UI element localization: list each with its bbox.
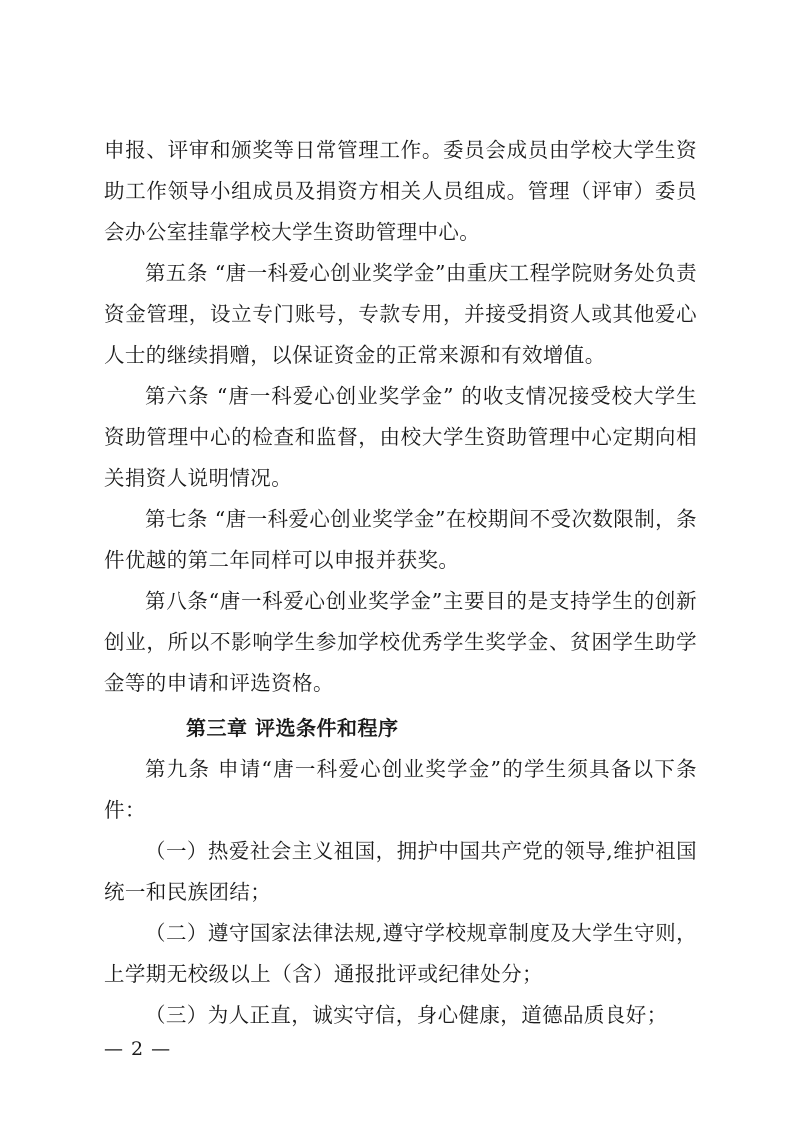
paragraph-article-seven: 第七条 “唐一科爱心创业奖学金”在校期间不受次数限制，条件优越的第二年同样可以申报并获奖。 (104, 507, 697, 572)
paragraph-article-five: 第五条 “唐一科爱心创业奖学金”由重庆工程学院财务处负责资金管理，设立专门账号，专款专用，并接受捐资人或其他爱心人士的继续捐赠，以保证资金的正常来源和有效增值。 (104, 261, 697, 367)
paragraph-condition-three: （三）为人正直，诚实守信，身心健康，道德品质良好； (145, 1003, 668, 1027)
paragraph-article-nine: 第九条 申请“唐一科爱心创业奖学金”的学生须具备以下条件： (104, 757, 697, 822)
paragraph-article-six: 第六条 “唐一科爱心创业奖学金” 的收支情况接受校大学生资助管理中心的检查和监督，由校大学生资助管理中心定期向相关捐资人说明情况。 (104, 384, 697, 490)
paragraph-condition-two: （二）遵守国家法律法规,遵守学校规章制度及大学生守则，上学期无校级以上（含）通报批评或纪律处分； (104, 921, 697, 986)
page-number: — 2 — (104, 1038, 172, 1060)
paragraph-continued-article-four: 申报、评审和颁奖等日常管理工作。委员会成员由学校大学生资助工作领导小组成员及捐资方相关人员组成。管理（评审）委员会办公室挂靠学校大学生资助管理中心。 (104, 138, 697, 244)
document-body (104, 130, 697, 1036)
paragraph-article-eight: 第八条“唐一科爱心创业奖学金”主要目的是支持学生的创新创业，所以不影响学生参加学校优秀学生奖学金、贫困学生助学金等的申请和评选资格。 (104, 589, 697, 695)
page-footer (104, 1038, 689, 1060)
chapter-heading: 第三章 评选条件和程序 (186, 716, 399, 740)
paragraph-condition-one: （一）热爱社会主义祖国，拥护中国共产党的领导,维护祖国统一和民族团结； (104, 839, 697, 904)
